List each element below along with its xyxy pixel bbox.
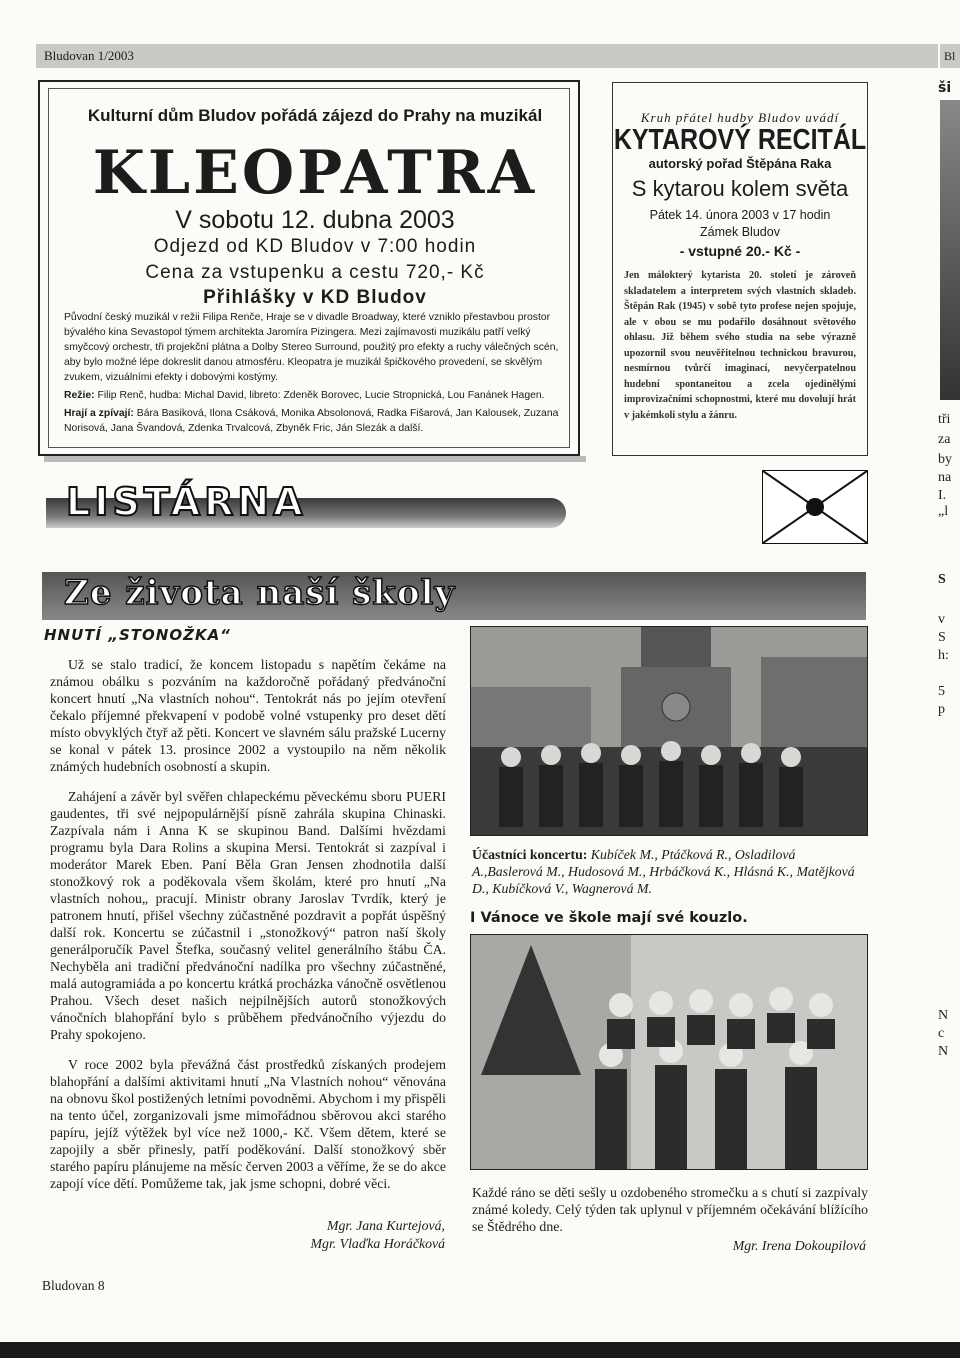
edge-fragment: tři <box>938 412 951 427</box>
kleopatra-description: Původní český muzikál v režii Filipa Renče, Hraje se v divadle Broadway, které vzniklo přestavbou prostor bývalého kina Sevastopol týmem architekta Jaromíra Pizingera. Mezi zajímavosti muzikálu patří velký smyčcový orchestr, tři projekční plátna a Dolby Stereo Surround, použitý pro efekty a ruchy válečných scén, aby bylo možné lépe dokreslit danou atmosféru. Kleopatra je muzikál špičkového provedení, se skvělým zvukem, vizuálními efekty i dobovými kostýmy. <box>64 312 559 383</box>
envelope-icon <box>762 470 868 544</box>
edge-fragment: c <box>938 1026 945 1041</box>
edge-fragment: 5 <box>938 684 945 699</box>
recital-place: Zámek Bludov <box>700 225 780 239</box>
edge-fragment: p <box>938 702 945 717</box>
kleopatra-logo: KLEOPATRA <box>92 138 538 208</box>
header-bar <box>36 44 938 68</box>
section-title: Ze života naší školy <box>64 573 456 613</box>
hraji-text: Bára Basiková, Ilona Csáková, Monika Absolonová, Radka Fišarová, Jan Kalousek, Zuzana Norisová, Jana Švandová, Zdenka Trvalcová, Zbyněk Fric, Ján Slezák a další. <box>64 408 559 434</box>
rezie-line <box>64 388 564 403</box>
edge-fragment: h: <box>938 648 949 663</box>
next-page-header <box>940 44 960 68</box>
edge-fragment: „l <box>938 504 949 519</box>
rezie-label: Režie: <box>64 390 95 401</box>
article-paragraph: Už se stalo tradicí, že koncem listopadu s napětím čekáme na známou obálku s pozváním na každoročně pořádaný předvánoční koncert hnutí „Na vlastních nohou“. Tentokrát nás po jejím otevření čekalo příjemné překvapení v podobě volné vstupenky pro deset dětí místo obvyklých čtyř až pěti. Koncert ve slavném sálu pražské Lucerny se konal v pátek 13. prosince 2002 a vystoupilo na něm několik známých hudebních osobností a skupin. <box>50 657 446 774</box>
issue-label: Bludovan 1/2003 <box>44 48 134 63</box>
edge-fragment: I. <box>938 488 947 503</box>
recital-subtitle: autorský pořad Štěpána Raka <box>648 156 832 171</box>
caption-concert <box>472 846 866 897</box>
recital-text: Jen málokterý kytarista 20. století je zároveň skladatelem a interpretem svých vlastních skladeb. Štěpán Rak (1945) v sobě tyto profese nejen spojuje, ale v obou se mu podařilo dosáhnout světového ohlasu. Již během svého studia na sebe výrazně upozornil svou neuvěřitelnou technickou bravurou, nesmírnou tvůrčí imaginací, nevyčerpatelnou hudební spontaneitou a zcela ojedinělými improvizačními schopnostmi, které mu dovolují hrát v jakémkoli stylu a žánru. <box>624 270 856 421</box>
hraji-label: Hrají a zpívají: <box>64 408 134 419</box>
box-shadow <box>44 456 586 462</box>
recital-intro: Kruh přátel hudby Bludov uvádí <box>640 110 840 125</box>
next-page-label: Bl <box>944 49 956 63</box>
caption-christmas: Každé ráno se děti sešly u ozdobeného stromečku a s chutí si zazpívaly známé koledy. Celý týden tak uplynul v příjemném očekávání blížícího se Štědrého dne. <box>472 1185 868 1234</box>
recital-name: S kytarou kolem světa <box>631 176 849 201</box>
caption-christmas-signature: Mgr. Irena Dokoupilová <box>732 1238 866 1253</box>
edge-fragment: by <box>938 452 952 467</box>
edge-fragment: S <box>938 572 946 587</box>
signature-1: Mgr. Jana Kurtejová, <box>326 1218 445 1233</box>
edge-fragment: ši <box>938 80 952 96</box>
kleopatra-headline: Kulturní dům Bludov pořádá zájezd do Prahy na muzikál <box>87 106 543 125</box>
listarna-banner <box>46 480 586 536</box>
listarna-title: LISTÁRNA <box>66 480 307 524</box>
signup: Přihlášky v KD Bludov <box>203 287 427 308</box>
caption-names: Kubíček M., Ptáčková R., Osladilová A.,Baslerová M., Hudosová M., Hrbáčková K., Hlásná K., Matějková D., Kubíčková V., Wagnerová M. <box>472 847 855 896</box>
caption-label: Účastníci koncertu: <box>472 847 588 862</box>
price: Cena za vstupenku a cestu 720,- Kč <box>145 262 485 283</box>
edge-fragment: za <box>938 432 951 447</box>
edge-photo <box>940 100 960 400</box>
scan-edge-bar <box>0 1342 960 1358</box>
recital-entry: - vstupné 20.- Kč - <box>679 243 801 259</box>
kleopatra-body <box>64 310 564 439</box>
article-body <box>50 656 446 1205</box>
event-date: V sobotu 12. dubna 2003 <box>175 206 455 234</box>
departure: Odjezd od KD Bludov v 7:00 hodin <box>153 236 477 257</box>
article-paragraph: V roce 2002 byla převážná část prostředků získaných prodejem blahopřání a dalšími aktivitami hnutí „Na Vlastních nohou“ věnována na obnovu škol postižených letními povodněmi. Abychom i my přispěli na tento účel, zorganizovali jsme mimořádnou sběrovou akci starého papíru, jejíž výtěžek byl více než 1000,- Kč. Všem dětem, které se zapojily a sběr přinesly, patří poděkování. Další stonožkový sběr starého papíru plánujeme na měsíc červen 2003 a věříme, že se do akce zapojí více dětí. Pomůžeme tak, jak jsme schopni, dobré věci. <box>50 1057 446 1191</box>
page-footer: Bludovan 8 <box>42 1278 105 1293</box>
edge-fragment: N <box>938 1044 949 1059</box>
recital-date: Pátek 14. února 2003 v 17 hodin <box>649 208 831 222</box>
edge-fragment: na <box>938 470 952 485</box>
edge-fragment: S <box>938 630 946 645</box>
article-paragraph: Zahájení a závěr byl svěřen chlapeckému pěveckému sboru PUERI gaudentes, tři své nejpopulárnější písně zahrála skupina Chinaski. Zazpívala nám i Anna K se skupinou Band. Dalšími hvězdami programu byla Dara Rolins a skupina Mersi. Tentokrát si zazpíval i moderátor Marek Eben. Paní Běla Gran Jensen zhodnotila další stonožkový rok a poděkovala všem školám, které pro hnutí „Na vlastních nohou„ pracují. Ministr obrany Jaroslav Tvrdík, který je patronem hnutí, přišel všechny zúčastněné pozdravit a popřát úspěšný další rok. Koncertu se zúčastnil i „stonožkový“ patron naší školy generálporučík Pavel Štefka, současný velitel generálního štábu ČA. Nechyběla ani tradiční předvánoční nadílka pro všechny zúčastněné, malá autogramiáda a po koncertu krátká procházka vánočně osvětlenou Prahou. Všech deset našich nejpilnějších autorů stonožkových vánočních blahopřání bylo s průběhem předvánočního výjezdu do Prahy spokojeno. <box>50 789 446 1042</box>
photo-christmas-tree <box>470 934 868 1170</box>
vanoce-title: I Vánoce ve škole mají své kouzlo. <box>470 910 748 926</box>
signature-2: Mgr. Vlaďka Horáčková <box>310 1236 445 1251</box>
section-banner <box>42 572 866 620</box>
recital-title: KYTAROVÝ RECITÁL <box>613 123 867 157</box>
edge-fragment: v <box>938 612 945 627</box>
hraji-line <box>64 406 564 436</box>
rezie-text: Filip Renč, hudba: Michal David, libreto: Zdeněk Borovec, Lucie Stropnická, Lou Fanánek Hagen. <box>97 390 545 401</box>
article-title: HNUTÍ „STONOŽKA“ <box>44 626 231 644</box>
edge-fragment: N <box>938 1008 949 1023</box>
photo-prague-concert <box>470 626 868 836</box>
